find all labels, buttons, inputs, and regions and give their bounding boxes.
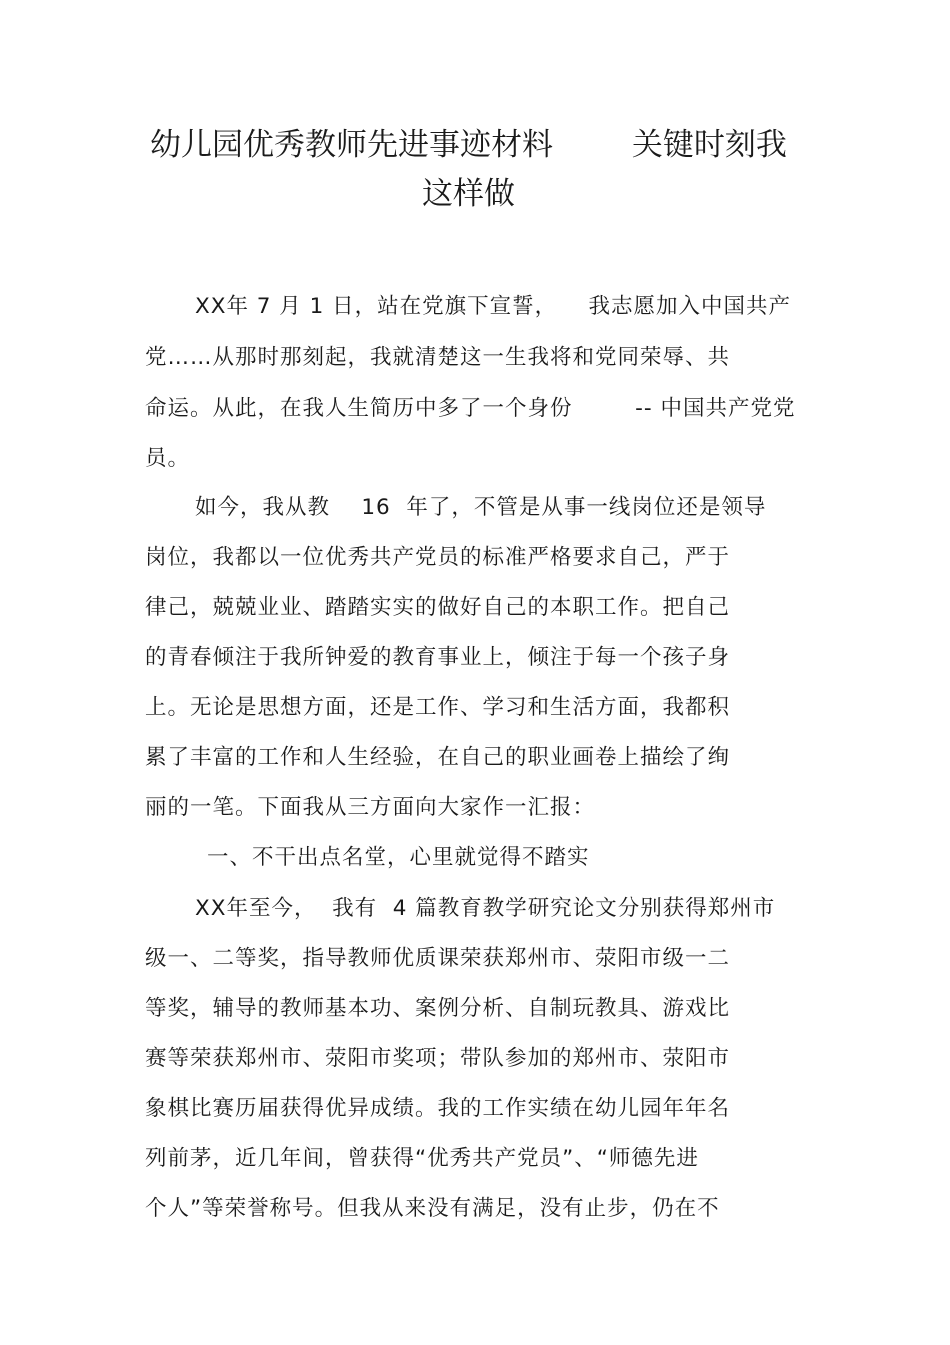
paragraph-3-line-6: 列前茅，近几年间，曾获得“优秀共产党员”、“师德先进 [145, 1146, 699, 1171]
paragraph-2-line-2: 岗位，我都以一位优秀共产党员的标准严格要求自己，严于 [145, 545, 731, 570]
paragraph-2-line-7: 丽的一笔。下面我从三方面向大家作一汇报： [145, 795, 596, 820]
paragraph-1-line-2: 党……从那时那刻起，我就清楚这一生我将和党同荣辱、共 [145, 345, 731, 370]
paragraph-2-line-5: 上。无论是思想方面，还是工作、学习和生活方面，我都积 [145, 695, 731, 720]
paragraph-1-line-3: 命运。从此，在我人生简历中多了一个身份 -- 中国共产党党 [145, 396, 796, 421]
paragraph-3-line-2: 级一、二等奖，指导教师优质课荣获郑州市、荥阳市级一二 [145, 946, 731, 971]
paragraph-1-line-1: XX年 7 月 1 日，站在党旗下宣誓， 我志愿加入中国共产 [195, 294, 791, 319]
paragraph-2-line-6: 累了丰富的工作和人生经验，在自己的职业画卷上描绘了绚 [145, 745, 731, 770]
paragraph-1-line-4: 员。 [145, 446, 191, 471]
paragraph-3-line-5: 象棋比赛历届获得优异成绩。我的工作实绩在幼儿园年年名 [145, 1096, 731, 1121]
section-heading-1: 一、不干出点名堂，心里就觉得不踏实 [207, 845, 590, 870]
paragraph-2-line-4: 的青春倾注于我所钟爱的教育事业上，倾注于每一个孩子身 [145, 645, 731, 670]
paragraph-3-line-3: 等奖，辅导的教师基本功、案例分析、自制玩教具、游戏比 [145, 996, 731, 1021]
document-title-line-2: 这样做 [422, 176, 515, 212]
paragraph-2-line-1: 如今，我从教 16 年了，不管是从事一线岗位还是领导 [195, 495, 767, 520]
paragraph-3-line-1: XX年至今， 我有 4 篇教育教学研究论文分别获得郑州市 [195, 896, 776, 921]
document-title-line-1: 幼儿园优秀教师先进事迹材料 关键时刻我 [150, 127, 787, 163]
paragraph-3-line-7: 个人”等荣誉称号。但我从来没有满足，没有止步，仍在不 [145, 1196, 720, 1221]
paragraph-3-line-4: 赛等荣获郑州市、荥阳市奖项；带队参加的郑州市、荥阳市 [145, 1046, 731, 1071]
paragraph-2-line-3: 律己，兢兢业业、踏踏实实的做好自己的本职工作。把自己 [145, 595, 731, 620]
